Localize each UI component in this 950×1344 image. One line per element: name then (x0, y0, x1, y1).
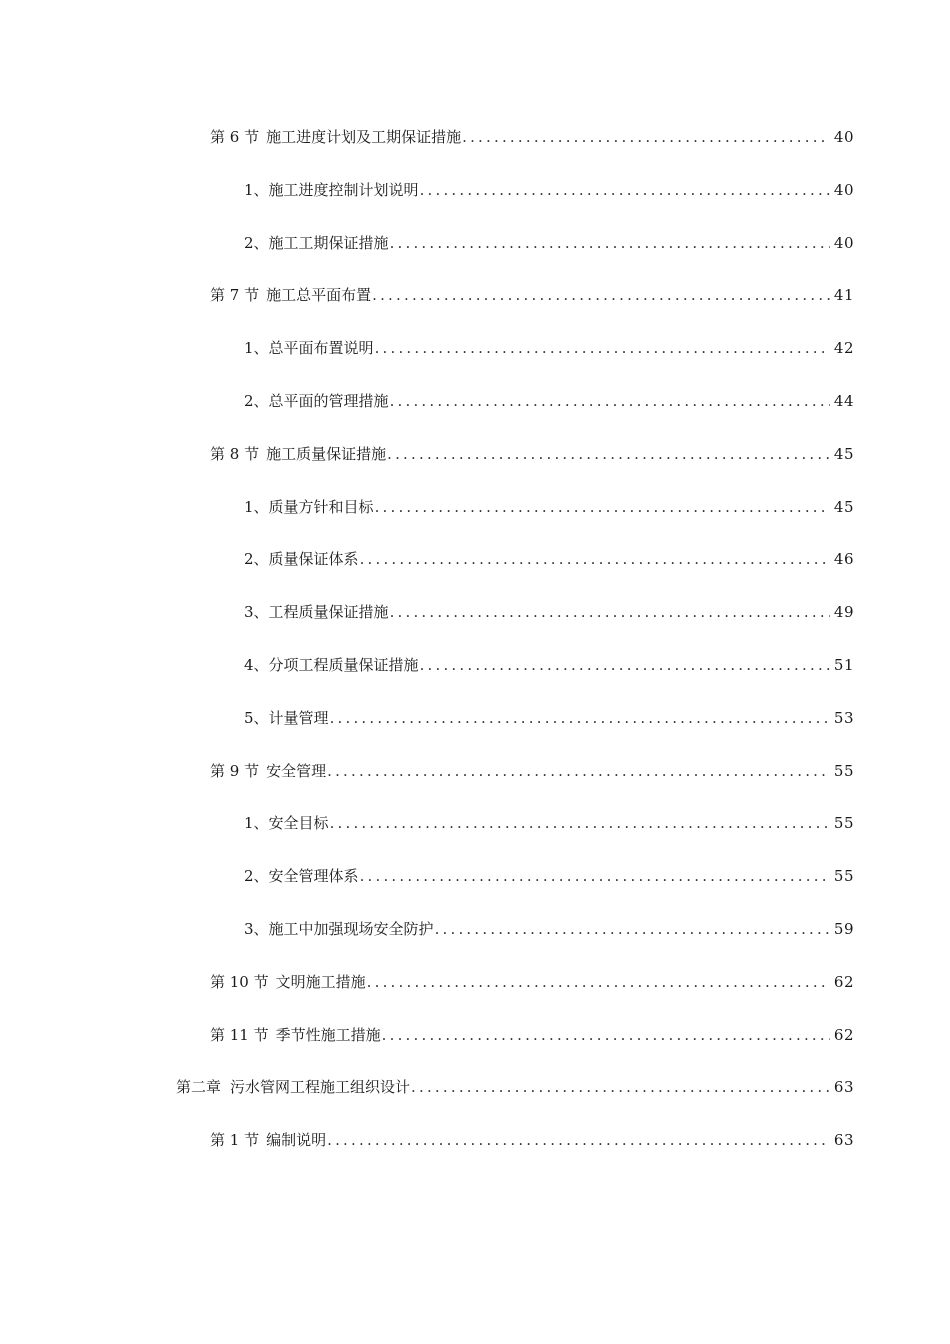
toc-entry-number: 2、 (244, 550, 269, 569)
toc-entry[interactable] (244, 654, 854, 676)
toc-entry-title: 文明施工措施 (275, 972, 366, 991)
toc-dot-leader (330, 707, 830, 729)
toc-entry-title: 施工工期保证措施 (268, 233, 389, 252)
toc-entry[interactable] (210, 971, 854, 993)
toc-entry-title: 施工总平面布置 (266, 286, 372, 305)
toc-entry-number: 2、 (244, 233, 269, 252)
toc-entry-title: 安全管理体系 (268, 867, 359, 886)
toc-page-number: 40 (833, 128, 854, 146)
toc-page-number: 42 (833, 339, 854, 358)
toc-dot-leader (387, 443, 830, 465)
toc-dot-leader (462, 126, 830, 148)
toc-page-number: 41 (833, 286, 854, 305)
toc-entry-title: 质量保证体系 (268, 550, 359, 569)
toc-entry-title: 施工质量保证措施 (266, 444, 387, 463)
toc-dot-leader (360, 865, 830, 887)
toc-entry[interactable] (244, 179, 854, 201)
toc-entry[interactable] (244, 918, 854, 940)
toc-dot-leader (390, 232, 830, 254)
toc-entry-number: 第 9 节 (210, 761, 260, 780)
toc-entry-number: 1、 (244, 497, 269, 516)
toc-entry[interactable] (244, 548, 854, 570)
toc-page-number: 40 (833, 180, 854, 199)
toc-entry[interactable] (210, 1129, 854, 1151)
toc-entry-title: 计量管理 (268, 708, 329, 727)
toc-dot-leader (411, 1076, 830, 1098)
toc-page-number: 55 (833, 867, 854, 886)
toc-dot-leader (390, 601, 830, 623)
toc-entry[interactable] (244, 707, 854, 729)
toc-entry-number: 3、 (244, 603, 269, 622)
toc-dot-leader (330, 812, 830, 834)
toc-entry-number: 4、 (244, 656, 269, 674)
toc-dot-leader (367, 971, 830, 993)
toc-dot-leader (375, 337, 830, 359)
toc-dot-leader (327, 1129, 830, 1151)
toc-dot-leader (420, 654, 830, 676)
toc-entry-title: 施工进度控制计划说明 (268, 180, 419, 199)
toc-entry-number: 第 1 节 (210, 1131, 260, 1150)
toc-entry-number: 5、 (244, 708, 269, 727)
toc-entry[interactable] (244, 865, 854, 887)
toc-entry[interactable] (176, 1076, 854, 1098)
toc-entry-title: 安全管理 (266, 761, 327, 780)
toc-entry[interactable] (210, 284, 854, 306)
toc-entry-title: 施工中加强现场安全防护 (268, 920, 434, 938)
toc-page-number: 53 (833, 708, 854, 727)
toc-dot-leader (327, 760, 830, 782)
toc-page-number: 49 (833, 603, 854, 622)
toc-dot-leader (390, 390, 830, 412)
toc-page-number: 63 (833, 1131, 854, 1150)
toc-page-number: 45 (833, 444, 854, 463)
toc-entry-number: 第 11 节 (210, 1025, 269, 1044)
toc-page-number: 46 (833, 550, 854, 569)
toc-page-number: 44 (833, 392, 854, 410)
toc-entry-number: 第 7 节 (210, 286, 260, 305)
toc-dot-leader (420, 179, 830, 201)
toc-entry-number: 第 10 节 (210, 972, 269, 991)
toc-page-number: 62 (833, 1025, 854, 1044)
toc-entry-title: 总平面布置说明 (268, 339, 374, 358)
toc-entry-title: 分项工程质量保证措施 (268, 656, 419, 674)
toc-entry[interactable] (244, 232, 854, 254)
toc-entry-number: 1、 (244, 339, 269, 358)
toc-entry-number: 1、 (244, 180, 269, 199)
toc-dot-leader (372, 284, 830, 306)
toc-entry[interactable] (244, 390, 854, 412)
toc-page-number: 62 (833, 972, 854, 991)
toc-entry-title: 安全目标 (268, 814, 329, 833)
toc-page-number: 55 (833, 814, 854, 833)
toc-entry-title: 污水管网工程施工组织设计 (230, 1078, 411, 1097)
toc-entry-number: 第 6 节 (210, 128, 260, 146)
toc-page-number: 63 (833, 1078, 854, 1097)
toc-page-number: 55 (833, 761, 854, 780)
toc-entry-number: 2、 (244, 867, 269, 886)
toc-entry-title: 工程质量保证措施 (268, 603, 389, 622)
toc-entry-number: 第二章 (176, 1078, 222, 1097)
toc-entry[interactable] (244, 496, 854, 518)
toc-entry-number: 3、 (244, 920, 269, 938)
toc-entry-number: 第 8 节 (210, 444, 260, 463)
toc-entry-title: 季节性施工措施 (275, 1025, 381, 1044)
toc-entry[interactable] (210, 1024, 854, 1046)
toc-dot-leader (375, 496, 830, 518)
toc-entry-title: 编制说明 (266, 1131, 327, 1150)
toc-entry-number: 1、 (244, 814, 269, 833)
toc-entry[interactable] (210, 760, 854, 782)
toc-entry[interactable] (244, 337, 854, 359)
toc-dot-leader (435, 918, 830, 940)
toc-dot-leader (382, 1024, 830, 1046)
toc-entry[interactable] (244, 812, 854, 834)
toc-page-number: 51 (833, 656, 854, 674)
toc-page-number: 59 (833, 920, 854, 938)
toc-entry-number: 2、 (244, 392, 269, 410)
toc-entry[interactable] (210, 443, 854, 465)
toc-page-number: 45 (833, 497, 854, 516)
toc-dot-leader (360, 548, 830, 570)
toc-entry[interactable] (244, 601, 854, 623)
toc-entry-title: 质量方针和目标 (268, 497, 374, 516)
toc-entry-title: 总平面的管理措施 (268, 392, 389, 410)
toc-entry-title: 施工进度计划及工期保证措施 (266, 128, 462, 146)
toc-page-number: 40 (833, 233, 854, 252)
toc-entry[interactable] (210, 126, 854, 148)
